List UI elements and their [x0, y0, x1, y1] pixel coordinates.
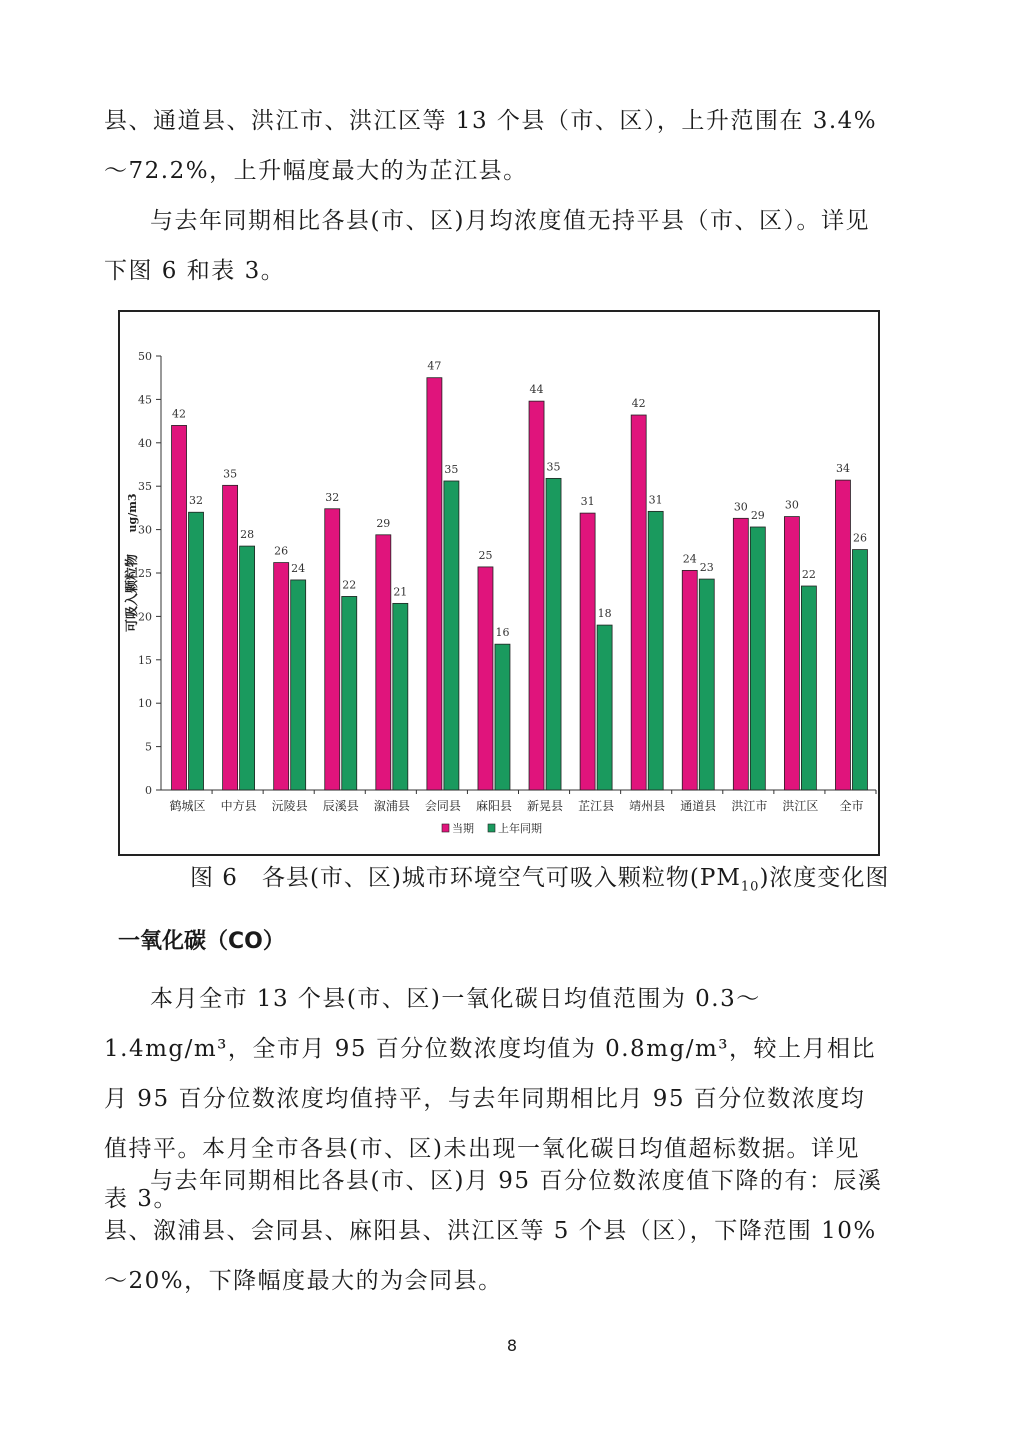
- x-tick-label-5: 会同县: [424, 799, 461, 813]
- data-label-current-3: 32: [325, 490, 340, 504]
- bar-last-year-0: [189, 512, 204, 790]
- bar-current-5: [427, 378, 442, 790]
- figure-caption: [190, 858, 890, 908]
- x-tick-label-0: 鹤城区: [169, 799, 206, 813]
- bar-current-11: [733, 518, 748, 790]
- bar-last-year-5: [444, 481, 459, 790]
- paragraph-pm10-increase: 县、通道县、洪江市、洪江区等 13 个县（市、区），上升范围在 3.4%～72.2%，上升幅度最大的为芷江县。: [104, 108, 878, 184]
- data-label-last-year-6: 16: [495, 626, 510, 640]
- data-label-current-1: 35: [223, 467, 238, 481]
- page-number: 8: [506, 1336, 518, 1355]
- x-tick-label-4: 溆浦县: [373, 799, 410, 813]
- bar-last-year-12: [801, 586, 816, 790]
- data-label-last-year-3: 22: [342, 578, 357, 592]
- data-label-last-year-9: 31: [648, 493, 663, 507]
- x-tick-label-6: 麻阳县: [475, 799, 512, 813]
- bar-current-9: [631, 415, 646, 790]
- bar-current-10: [682, 570, 697, 790]
- data-label-current-12: 30: [784, 498, 799, 512]
- pm10-chart: [118, 310, 880, 856]
- paragraph-co-summary: 本月全市 13 个县(市、区)一氧化碳日均值范围为 0.3～1.4mg/m³，全市月 95 百分位数浓度均值为 0.8mg/m³，较上月相比月 95 百分位数浓度均值持平，与去年同期相比月 95 百分位数浓度均值持平。本月全市各县(市、区)未出现一氧化碳日均值超标数据。详见表 3。: [104, 986, 876, 1212]
- bar-last-year-11: [750, 527, 765, 790]
- y-tick-label-20: 20: [138, 610, 152, 624]
- data-label-last-year-4: 21: [393, 585, 408, 599]
- section-heading-co: 一氧化碳（CO）: [118, 929, 285, 954]
- x-tick-label-10: 通道县: [680, 799, 717, 813]
- y-tick-label-15: 15: [138, 653, 152, 667]
- bar-last-year-8: [597, 625, 612, 790]
- x-tick-label-1: 中方县: [220, 799, 257, 813]
- x-tick-label-7: 新晃县: [527, 799, 564, 813]
- legend-swatch-last-year: [488, 824, 495, 832]
- bar-last-year-13: [852, 550, 867, 790]
- bar-last-year-7: [546, 478, 561, 790]
- y-tick-label-35: 35: [138, 480, 152, 494]
- x-tick-label-9: 靖州县: [629, 799, 666, 813]
- bar-last-year-2: [291, 580, 306, 790]
- figure-caption-end: )浓度变化图: [759, 865, 890, 891]
- data-label-last-year-1: 28: [240, 528, 255, 542]
- figure-caption-main: 图 6 各县(市、区)城市环境空气可吸入颗粒物(PM: [190, 865, 741, 891]
- data-label-last-year-0: 32: [189, 494, 204, 508]
- bar-current-2: [274, 563, 289, 790]
- y-axis-title: 可吸入颗粒物: [125, 553, 140, 633]
- y-tick-label-0: 0: [145, 784, 152, 797]
- y-tick-label-40: 40: [138, 436, 152, 450]
- data-label-current-8: 31: [580, 495, 595, 509]
- pm10-chart-svg: [120, 312, 878, 854]
- data-label-current-9: 42: [631, 397, 646, 411]
- bar-current-7: [529, 401, 544, 790]
- bar-current-1: [223, 485, 238, 790]
- data-label-last-year-10: 23: [699, 561, 714, 575]
- paragraph-co-decrease: 与去年同期相比各县(市、区)月 95 百分位数浓度值下降的有：辰溪县、溆浦县、会同县、麻阳县、洪江区等 5 个县（区），下降范围 10%～20%，下降幅度最大的为会同县。: [104, 1168, 883, 1294]
- x-tick-label-12: 洪江区: [782, 799, 819, 813]
- bar-current-8: [580, 513, 595, 790]
- data-label-current-13: 34: [835, 462, 850, 476]
- legend-label-current: 当期: [452, 822, 474, 835]
- bar-last-year-4: [393, 603, 408, 790]
- y-tick-label-45: 45: [138, 393, 152, 407]
- data-label-last-year-11: 29: [750, 508, 765, 522]
- data-label-current-11: 30: [733, 500, 748, 514]
- bar-last-year-3: [342, 596, 357, 790]
- data-label-current-6: 25: [478, 548, 493, 562]
- bar-current-13: [835, 480, 850, 790]
- bar-current-3: [325, 509, 340, 790]
- bar-current-12: [784, 517, 799, 790]
- legend-swatch-current: [442, 824, 449, 832]
- figure-caption-sub: 10: [740, 879, 760, 895]
- y-tick-label-25: 25: [138, 567, 152, 580]
- data-label-last-year-2: 24: [291, 561, 306, 575]
- x-tick-label-2: 沅陵县: [271, 799, 308, 813]
- bar-last-year-10: [699, 579, 714, 790]
- y-tick-label-50: 50: [138, 350, 152, 363]
- y-axis-unit: ug/m3: [126, 493, 139, 533]
- y-tick-label-30: 30: [138, 523, 152, 537]
- data-label-last-year-5: 35: [444, 462, 459, 476]
- x-tick-label-13: 全市: [839, 799, 864, 813]
- data-label-current-0: 42: [172, 407, 187, 421]
- bar-current-0: [172, 425, 187, 790]
- data-label-last-year-8: 18: [597, 607, 612, 621]
- bar-last-year-9: [648, 511, 663, 790]
- y-tick-label-10: 10: [138, 697, 152, 711]
- data-label-last-year-12: 22: [801, 568, 816, 582]
- data-label-current-2: 26: [274, 544, 289, 558]
- data-label-current-5: 47: [427, 359, 442, 373]
- x-tick-label-11: 洪江市: [731, 799, 768, 813]
- data-label-current-10: 24: [682, 552, 697, 566]
- data-label-current-7: 44: [529, 383, 544, 397]
- bar-current-6: [478, 567, 493, 790]
- data-label-last-year-13: 26: [852, 531, 867, 545]
- y-tick-label-5: 5: [145, 740, 152, 754]
- data-label-current-4: 29: [376, 516, 391, 530]
- data-label-last-year-7: 35: [546, 460, 561, 474]
- bar-current-4: [376, 535, 391, 790]
- bar-last-year-1: [240, 546, 255, 790]
- x-tick-label-3: 辰溪县: [322, 799, 359, 813]
- paragraph-pm10-flat: 与去年同期相比各县(市、区)月均浓度值无持平县（市、区）。详见下图 6 和表 3。: [104, 208, 870, 284]
- legend-label-last-year: 上年同期: [498, 822, 542, 835]
- x-tick-label-8: 芷江县: [578, 799, 615, 813]
- bar-last-year-6: [495, 644, 510, 790]
